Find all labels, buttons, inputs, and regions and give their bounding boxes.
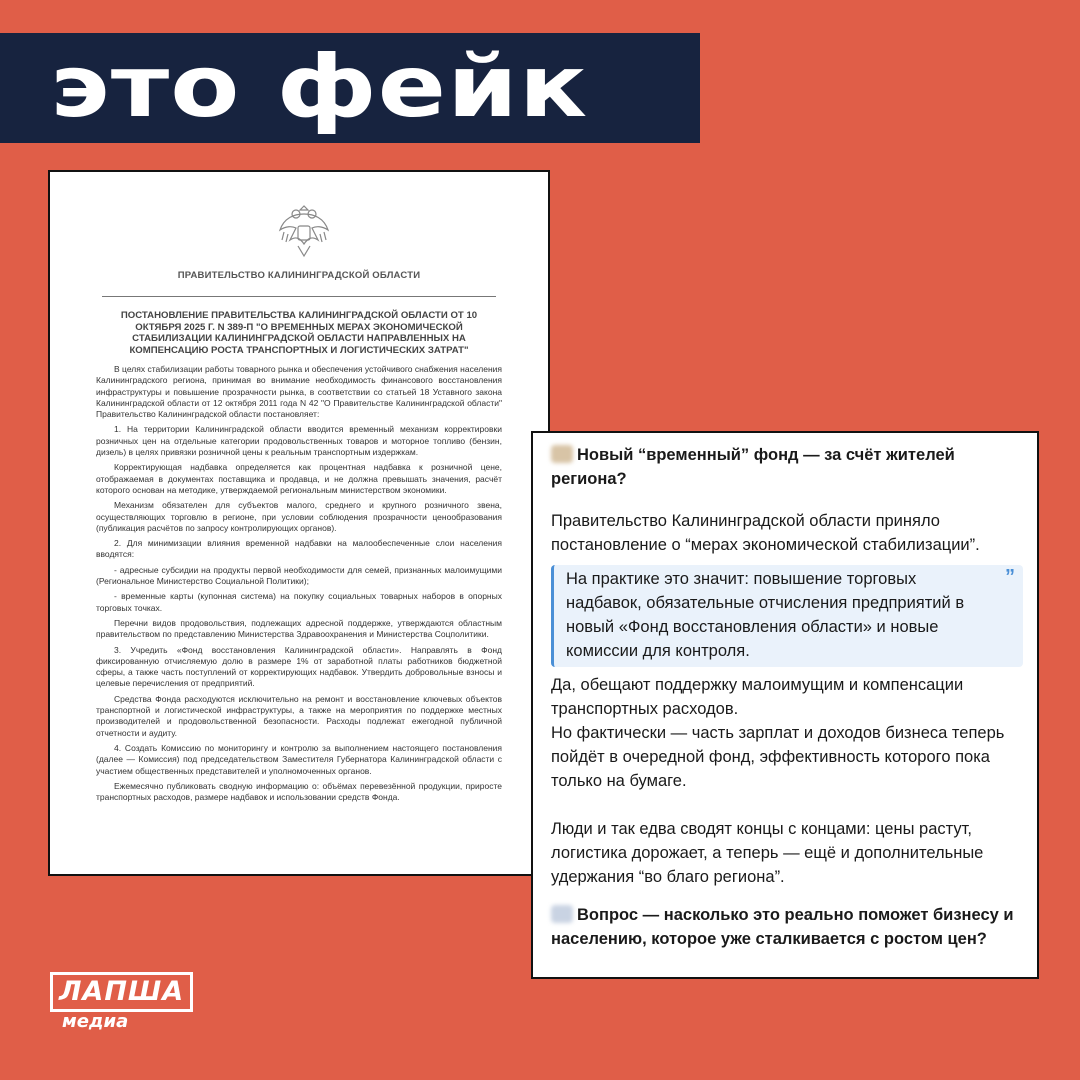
document-paragraph: - адресные субсидии на продукты первой необходимости для семей, признанных малоимущими (Региональное Министерство Социальной Политики); [96,564,502,587]
document-paragraph: В целях стабилизации работы товарного рынка и обеспечения устойчивого снабжения населения Калининградского региона, принимая во внимание необходимость финансового восстановления инфраструктуры и повышение прозрачности рынка, в соответствии со статьей 18 Уставного закона Калининградской области от 12 октября 2011 года N 42 "О Правительстве Калининградской области" Правительство Калининградской области постановляет: [96,364,502,420]
document-paragraph: 4. Создать Комиссию по мониторингу и контролю за выполнением настоящего постановления (далее — Комиссия) под председательством Заместителя Губернатора Калининградской области с участием общественных представителей и уполномоченных органов. [96,742,502,776]
post-quote: ” На практике это значит: повышение торговых надбавок, обязательные отчисления предприятий в новый «Фонд восстановления области» и новые комиссии для контроля. [551,565,1023,667]
blurred-emoji-icon [551,445,573,463]
document-title: ПОСТАНОВЛЕНИЕ ПРАВИТЕЛЬСТВА КАЛИНИНГРАДСКОЙ ОБЛАСТИ ОТ 10 ОКТЯБРЯ 2025 Г. N 389-П "О ВРЕМЕННЫХ МЕРАХ ЭКОНОМИЧЕСКОЙ СТАБИЛИЗАЦИИ КАЛИНИНГРАДСКОЙ ОБЛАСТИ НАПРАВЛЕННЫХ НА КОМПЕНСАЦИЮ РОСТА ТРАНСПОРТНЫХ И ЛОГИСТИЧЕСКИХ ЗАТРАТ" [120,310,478,356]
post-question: Вопрос — насколько это реально поможет бизнесу и населению, которое уже сталкивается с ростом цен? [551,906,1014,948]
logo-name: ЛАПША [50,972,193,1012]
document-body [96,364,502,807]
document-screenshot [48,170,550,876]
headline-text: это фейк [50,37,589,137]
post-intro: Правительство Калининградской области приняло постановление о “мерах экономической стабилизации”. [551,512,980,554]
document-paragraph: - временные карты (купонная система) на покупку социальных товарных наборов в опорных торговых точках. [96,591,502,613]
document-paragraph: 3. Учредить «Фонд восстановления Калининградской области». Направлять в Фонд фиксированную отчисляемую долю в размере 1% от заработной платы работников бюджетной сферы, а также часть поступлений от корректирующих надбавок. Утвердить добровольные взносы и целевые перечисления от предприятий. [96,644,502,689]
social-post-card [531,431,1039,979]
logo-subtitle: медиа [62,1011,129,1032]
post-heading: Новый “временный” фонд — за счёт жителей региона? [551,446,955,488]
document-paragraph: Ежемесячно публиковать сводную информацию о: объёмах перевезённой продукции, приросте транспортных расходов, размере надбавок и использовании средств Фонда. [96,780,502,803]
blurred-emoji-icon [551,905,573,923]
brand-logo [50,972,193,1032]
document-paragraph: 2. Для минимизации влияния временной надбавки на малообеспеченные слои населения вводятся: [96,538,502,560]
post-paragraph: Да, обещают поддержку малоимущим и компенсации транспортных расходов. [551,676,964,718]
document-paragraph: Средства Фонда расходуются исключительно на ремонт и восстановление ключевых объектов транспортной и логистической инфраструктуры, а также на мероприятия по поддержке местных производителей и продовольственной безопасности. Расходы подлежат ежегодной публичной отчетности и аудиту. [96,693,502,738]
document-paragraph: 1. На территории Калининградской области вводится временный механизм корректировки розничных цен на отдельные категории продовольственных товаров и моторное топливо (бензин, дизель) в целях привязки розничной цены к реальным транспортным издержкам. [96,424,502,458]
coat-of-arms-icon [276,200,332,262]
divider [102,296,496,297]
post-paragraph: Люди и так едва сводят концы с концами: цены растут, логистика дорожает, а теперь — ещё и дополнительные удержания “во благо региона”. [551,820,984,886]
headline-banner [0,33,700,143]
document-header: ПРАВИТЕЛЬСТВО КАЛИНИНГРАДСКОЙ ОБЛАСТИ [177,270,421,281]
document-paragraph: Механизм обязателен для субъектов малого, среднего и крупного розничного звена, осуществляющих торговлю в регионе, при условии соблюдения прозрачности ценообразования (публикация расчётов по запросу контролирующих органов). [96,500,502,533]
quote-icon: ” [1005,566,1015,588]
document-paragraph: Перечни видов продовольствия, подлежащих адресной поддержке, утверждаются областным правительством по представлению Министерства Здравоохранения и Министерства Соцполитики. [96,617,502,640]
document-paragraph: Корректирующая надбавка определяется как процентная надбавка к розничной цене, отображаемая в документах поставщика и продавца, и не должна превышать значения, расчёт которого основан на методике, утверждаемой региональным министерством экономики. [96,462,502,495]
post-paragraph: Но фактически — часть зарплат и доходов бизнеса теперь пойдёт в очередной фонд, эффективность которого пока только на бумаге. [551,724,1005,790]
